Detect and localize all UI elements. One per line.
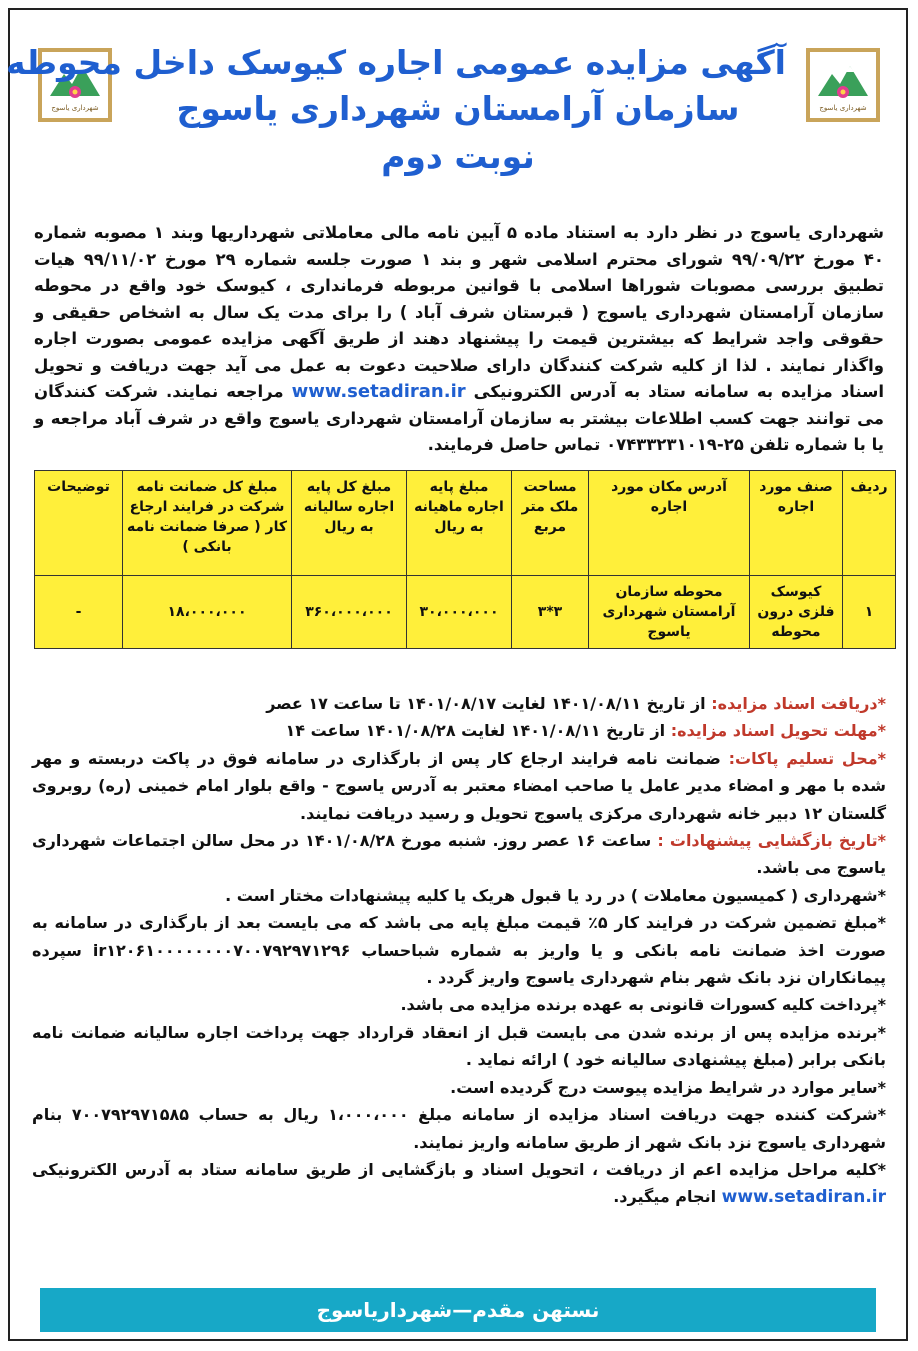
setadiran-link[interactable]: www.setadiran.ir xyxy=(291,381,466,402)
title-line-3: نوبت دوم xyxy=(381,137,535,176)
setadiran-link[interactable]: www.setadiran.ir xyxy=(721,1187,886,1208)
item-text: *پرداخت کلیه کسورات قانونی به عهده برنده مزایده می باشد. xyxy=(400,995,886,1015)
item-text: *برنده مزایده پس از برنده شدن می بایست قبل از انعقاد قرارداد جهت پرداخت اجاره سالیانه ضمانت نامه بانکی برابر (مبلغ پیشنهادی سالیانه خود ) ارائه نماید . xyxy=(32,1022,886,1070)
item-text: *کلیه مراحل مزایده اعم از دریافت ، اتحویل اسناد و بازگشایی از طریق سامانه ستاد به آدرس الکترونیکی xyxy=(32,1159,886,1179)
item-text: از تاریخ ۱۴۰۱/۰۸/۱۱ لغایت ۱۴۰۱/۰۸/۱۷ تا ساعت ۱۷ عصر xyxy=(266,694,706,713)
page-title xyxy=(5,40,786,180)
header-guarantee: مبلغ کل ضمانت نامه شرکت در فرایند ارجاع کار ( صرفا ضمانت نامه بانکی ) xyxy=(123,471,292,576)
list-item xyxy=(32,690,886,717)
header xyxy=(5,10,906,200)
svg-text:شهرداری یاسوج: شهرداری یاسوج xyxy=(819,104,867,112)
list-item xyxy=(32,882,886,909)
cell-guarantee: ۱۸،۰۰۰،۰۰۰ xyxy=(123,576,292,649)
footer-banner xyxy=(40,1288,876,1332)
mountain-flower-logo-icon xyxy=(810,52,876,118)
item-text: *مبلغ تضمین شرکت در فرایند کار ۵٪ قیمت مبلغ پایه می باشد که می بایست بعد از بارگذاری در سامانه به صورت اخذ ضمانت نامه بانکی و یا واریز به شماره شباحساب ir۱۲۰۶۱۰۰۰۰۰۰۰۰۷۰۰۷۹۲۹۷۱۲۹۶ سپرده پیمانکاران نزد بانک شهر بنام شهرداری یاسوج واریز گردد . xyxy=(32,913,886,988)
cell-notes: - xyxy=(35,576,123,649)
header-address: آدرس مکان مورد اجاره xyxy=(589,471,750,576)
cell-monthly-rent: ۳۰،۰۰۰،۰۰۰ xyxy=(407,576,512,649)
header-area: مساحت ملک متر مربع xyxy=(512,471,589,576)
cell-area: ۳*۳ xyxy=(512,576,589,649)
list-item xyxy=(32,717,886,744)
advertisement-frame xyxy=(5,8,908,1341)
table-row xyxy=(35,576,896,649)
item-text: *شرکت کننده جهت دریافت اسناد مزایده از سامانه مبلغ ۱،۰۰۰،۰۰۰ ریال به حساب ۷۰۰۷۹۲۹۷۱۵۸۵ بنام شهرداری یاسوج نزد بانک شهر از طریق سامانه واریز نمایند. xyxy=(32,1105,886,1152)
list-item xyxy=(32,991,886,1018)
cell-annual-rent: ۳۶۰،۰۰۰،۰۰۰ xyxy=(292,576,407,649)
svg-text:شهرداری یاسوج: شهرداری یاسوج xyxy=(51,104,99,112)
header-notes: توضیحات xyxy=(35,471,123,576)
item-label: *دریافت اسناد مزایده: xyxy=(711,694,886,713)
list-item xyxy=(32,1019,886,1074)
item-label: *مهلت تحویل اسناد مزایده: xyxy=(670,721,886,741)
title-line-1: آگهی مزایده عمومی اجاره کیوسک داخل محوطه xyxy=(5,43,786,82)
item-text: از تاریخ ۱۴۰۱/۰۸/۱۱ لغایت ۱۴۰۱/۰۸/۲۸ ساعت ۱۴ xyxy=(285,721,666,741)
intro-text-part2: مراجعه نمایند. شرکت کنندگان می توانند جهت کسب اطلاعات بیشتر به سازمان آرامستان شهرداری یاسوج واقع در شرف آباد مراجعه و یا با شماره تلفن ۲۵-۰۷۴۳۳۲۳۱۰۱۹ تماس حاصل فرمایند. xyxy=(34,382,884,454)
list-item xyxy=(32,745,886,827)
table-header-row xyxy=(35,471,896,576)
list-item xyxy=(32,827,886,882)
item-label: *تاریخ بازگشایی پیشنهادات : xyxy=(657,831,886,851)
item-text: *سایر موارد در شرایط مزایده پیوست درج گردیده است. xyxy=(450,1077,886,1097)
cell-address: محوطه سازمان آرامستان شهرداری یاسوج xyxy=(589,576,750,649)
signature-text: نستهن مقدم—شهرداریاسوج xyxy=(316,1298,600,1322)
list-item xyxy=(32,1156,886,1212)
item-text: *شهرداری ( کمیسیون معاملات ) در رد یا قبول هریک یا کلیه پیشنهادات مختار است . xyxy=(225,885,886,905)
header-row-number: ردیف xyxy=(843,471,896,576)
item-text: انجام میگیرد. xyxy=(613,1187,717,1207)
cell-category: کیوسک فلزی درون محوطه xyxy=(750,576,843,649)
item-text: ضمانت نامه فرایند ارجاع کار پس از بارگذاری در سامانه فوق در پاکت دربسته و مهر شده با مهر و امضاء مدیر عامل یا صاحب امضاء معتبر به آدرس یاسوج - واقع بلوار امام خمینی (ره) روبروی گلستان ۱۲ دبیر خانه شهرداری مرکزی یاسوج تحویل و رسید دریافت نمایند. xyxy=(32,748,886,823)
conditions-list xyxy=(32,690,886,1212)
list-item xyxy=(32,909,886,991)
item-text: ساعت ۱۶ عصر روز. شنبه مورخ ۱۴۰۱/۰۸/۲۸ در محل سالن اجتماعات شهرداری یاسوج می باشد. xyxy=(32,831,886,878)
header-annual-rent: مبلغ کل پایه اجاره سالیانه به ریال xyxy=(292,471,407,576)
list-item xyxy=(32,1101,886,1156)
intro-text-part1: شهرداری یاسوج در نظر دارد به استناد ماده ۵ آیین نامه مالی معاملاتی شهرداریها وبند ۱ مصوبه شماره ۴۰ مورخ ۹۹/۰۹/۲۲ شورای محترم اسلامی شهر و بند ۱ صورت جلسه شماره ۲۹ مورخ ۹۹/۱۱/۰۲ هیات تطبیق بررسی مصوبات شوراها اسلامی با قوانین مربوطه فرمانداری ، کیوسک خود واقع در محوطه سازمان آرامستان شهرداری یاسوج ( قبرستان شرف آباد ) را برای مدت یک سال به اشخاص حقیقی و حقوقی واجد شرایط که بیشترین قیمت را پیشنهاد دهند از طریق آگهی مزایده عمومی بصورت اجاره واگذار نمایند . لذا از کلیه شرکت کنندگان دارای صلاحیت دعوت به عمل می آید جهت دریافت و تحویل اسناد مزایده به سامانه ستاد به آدرس الکترونیکی xyxy=(34,223,884,401)
cell-row-number: ۱ xyxy=(843,576,896,649)
list-item xyxy=(32,1074,886,1101)
municipality-logo-right xyxy=(806,48,880,122)
header-category: صنف مورد اجاره xyxy=(750,471,843,576)
intro-paragraph xyxy=(34,220,884,459)
item-label: *محل تسلیم پاکات: xyxy=(728,748,887,768)
auction-table xyxy=(34,470,896,649)
title-line-2: سازمان آرامستان شهرداری یاسوج xyxy=(176,89,740,128)
header-monthly-rent: مبلغ پایه اجاره ماهیانه به ریال xyxy=(407,471,512,576)
